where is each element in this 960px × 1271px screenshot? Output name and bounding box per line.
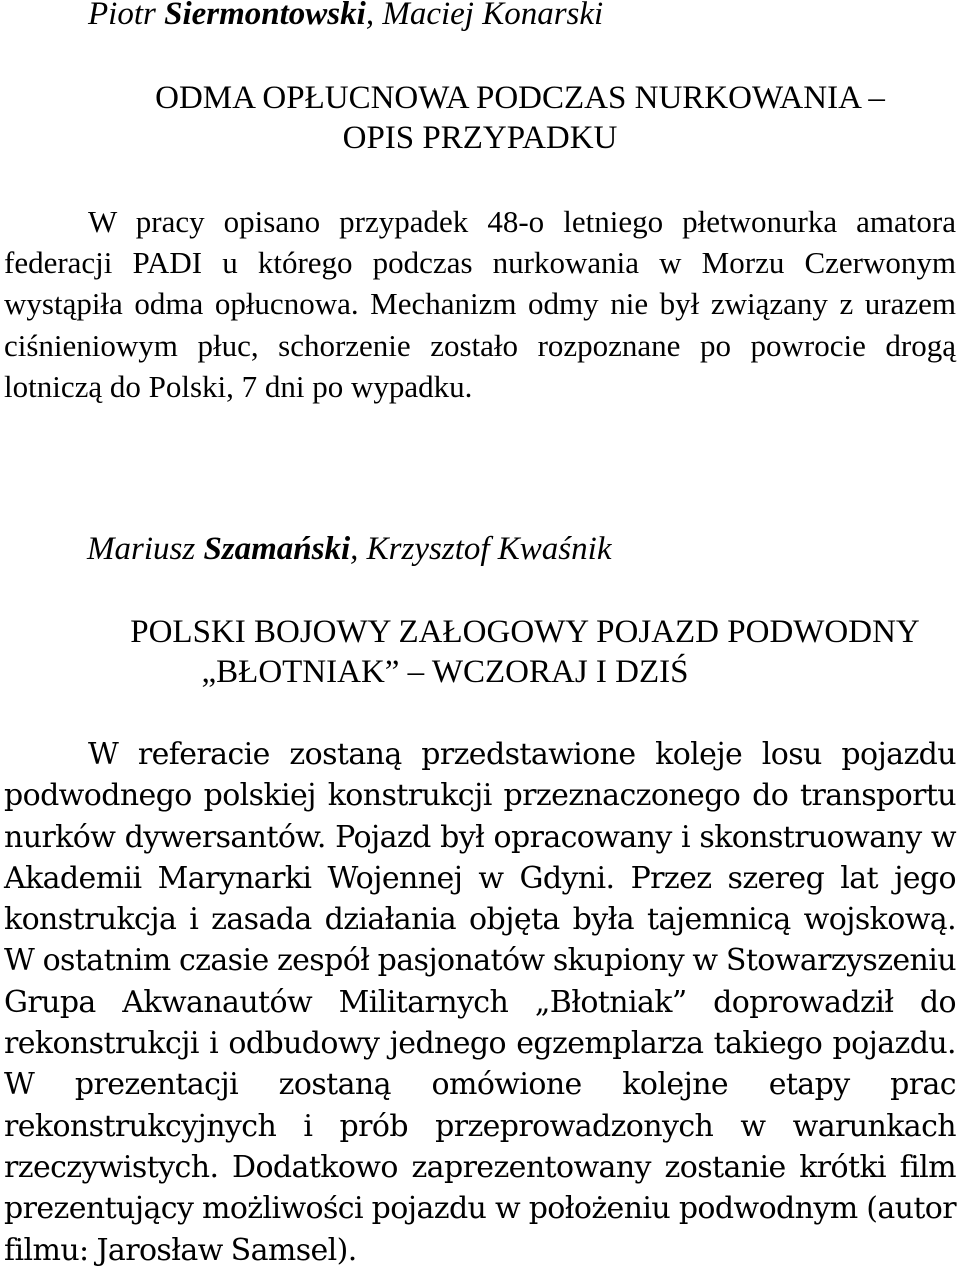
article-2-authors <box>87 531 611 567</box>
title-line: OPIS PRZYPADKU <box>342 120 618 156</box>
article-1-abstract: W pracy opisano przypadek 48-o letniego płetwonurka amatora federacji PADI u którego podczas nurkowania w Morzu Czerwonym wystąpiła odma opłucnowa. Mechanizm odmy nie był związany z urazem ciśnieniowym płuc, schorzenie zostało rozpoznane po powrocie drogą lotniczą do Polski, 7 dni po wypadku. <box>4 204 956 404</box>
lead-author-surname: Szamański <box>203 531 351 567</box>
title-line: „BŁOTNIAK” – WCZORAJ I DZIŚ <box>201 654 689 690</box>
article-2-abstract: W referacie zostaną przedstawione koleje losu pojazdu podwodnego polskiej konstrukcji przeznaczonego do transportu nurków dywersantów. Pojazd był opracowany i skonstruowany w Akademii Marynarki Wojennej w Gdyni. Przez szereg lat jego konstrukcja i zasada działania objęta była tajemnicą wojskową. W ostatnim czasie zespół pasjonatów skupiony w Stowarzyszeniu Grupa Akwanautów Militarnych „Błotniak” doprowadził do rekonstrukcji i odbudowy jednego egzemplarza takiego pojazdu. W prezentacji zostaną omówione kolejne etapy prac rekonstrukcyjnych i prób przeprowadzonych w warunkach rzeczywistych. Dodatkowo zaprezentowany zostanie krótki film prezentujący możliwości pojazdu w położeniu podwodnym (autor filmu: Jarosław Samsel). <box>4 737 956 1268</box>
article-1-title <box>0 78 960 158</box>
co-author-name: , Krzysztof Kwaśnik <box>350 531 612 567</box>
lead-author-surname: Siermontowski <box>164 0 366 32</box>
article-1-authors <box>88 0 603 32</box>
title-line: ODMA OPŁUCNOWA PODCZAS NURKOWANIA – <box>155 80 885 116</box>
co-author-name: , Maciej Konarski <box>365 0 604 32</box>
article-2-title <box>0 612 960 692</box>
author-name: Piotr <box>88 0 165 32</box>
author-name: Mariusz <box>87 531 204 567</box>
title-line: POLSKI BOJOWY ZAŁOGOWY POJAZD PODWODNY <box>130 614 920 650</box>
